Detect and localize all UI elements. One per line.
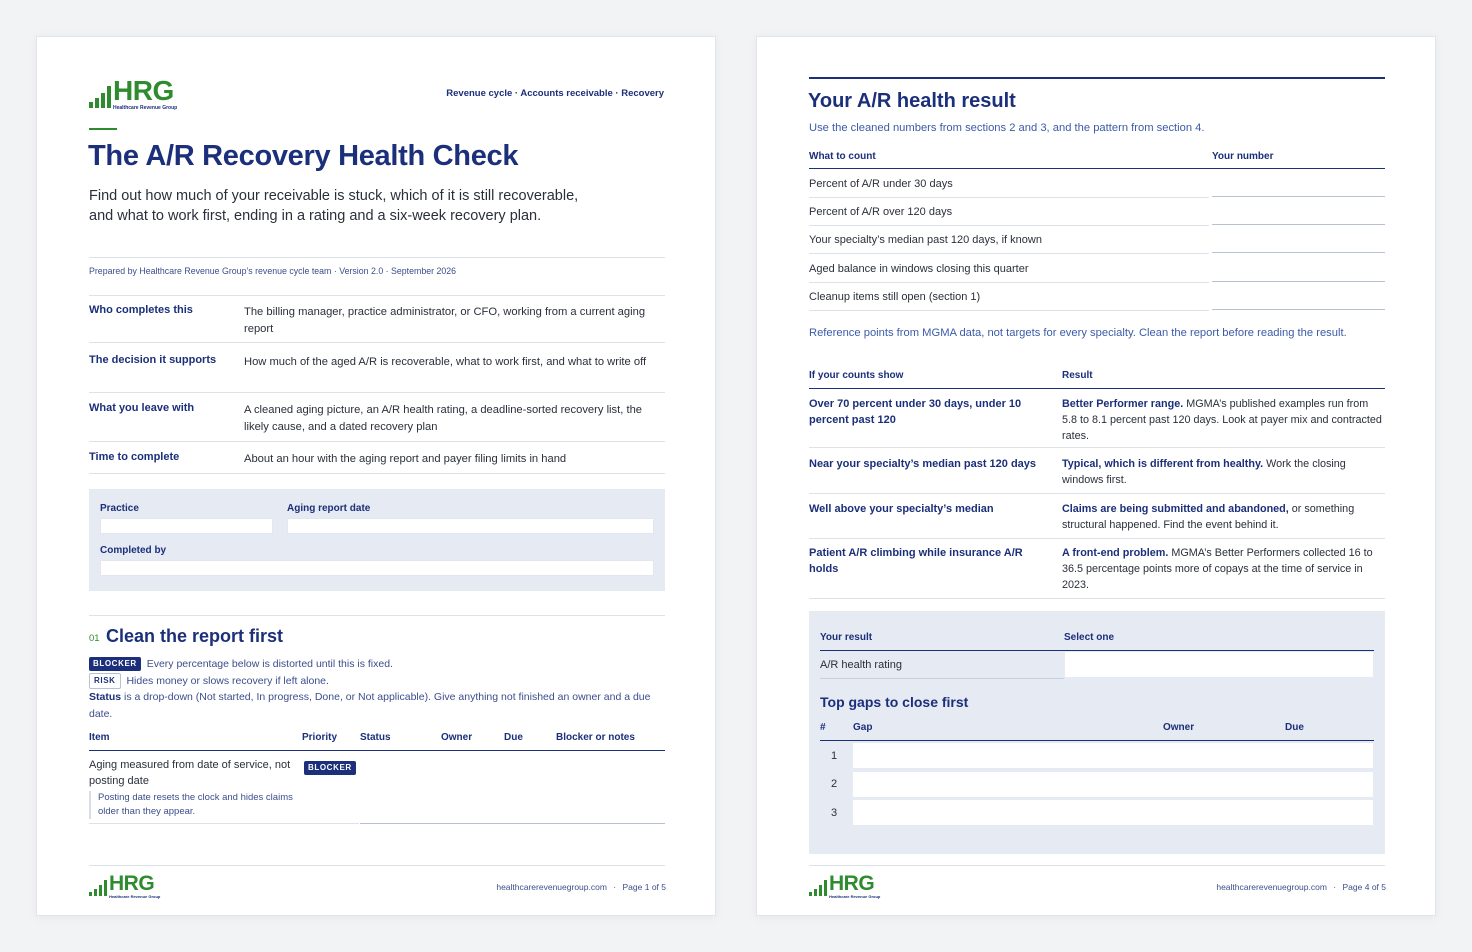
page-subtitle: Use the cleaned numbers from sections 2 and 3, and the pattern from section 4. [809,122,1205,134]
result-bold: A front-end problem. [1062,547,1169,559]
status-instructions [89,689,669,723]
count-row-input[interactable] [1212,199,1385,225]
info-row [89,304,665,353]
status-bold-label: Status [89,691,122,703]
page-title: The A/R Recovery Health Check [88,140,519,172]
col-header-item: Item [89,732,110,743]
section-number: 01 [89,633,100,644]
result-condition: Well above your specialty’s median [809,503,994,515]
gap-row-input[interactable] [852,742,1374,769]
select-one-label: Select one [1064,632,1115,643]
count-row-input[interactable] [1212,171,1385,197]
footer-url: healthcarerevenuegroup.com [1216,882,1327,892]
result-bold: Better Performer range. [1062,398,1184,410]
footer-logo-wordmark: HRG [109,872,155,895]
info-row-label: What you leave with [89,402,195,414]
practice-label: Practice [100,503,139,514]
info-row-value: About an hour with the aging report and payer filing limits in hand [244,453,567,465]
rating-label: A/R health rating [820,659,902,671]
footer-page-number: Page 1 of 5 [622,882,666,892]
info-row-label: The decision it supports [89,354,217,366]
priority-blocker-badge: BLOCKER [304,761,356,775]
page-title: Your A/R health result [808,90,1016,112]
info-row-label: Who completes this [89,304,193,316]
footer-page-number: Page 4 of 5 [1342,882,1386,892]
info-row [89,451,665,471]
result-box [809,611,1385,854]
section-title: Clean the report first [106,626,284,646]
info-row [89,402,665,442]
footer-url: healthcarerevenuegroup.com [496,882,607,892]
footer-logo [89,873,160,899]
result-detail: or something structural happened. Find the event behind it. [1062,503,1355,531]
prepared-by-meta: Prepared by Healthcare Revenue Group’s revenue cycle team · Version 2.0 · September 2026 [89,266,457,276]
your-result-label: Your result [820,632,873,643]
col-header-owner: Owner [441,732,473,743]
reference-note: Reference points from MGMA data, not targets for every specialty. Clean the report before reading the result. [809,327,1347,339]
risk-badge: RISK [89,673,121,689]
col-header-priority: Priority [302,732,338,743]
info-row-label: Time to complete [89,451,180,463]
document-page-4 [756,36,1436,916]
header-tagline: Revenue cycle · Accounts receivable · Recovery [446,88,664,99]
practice-input[interactable] [100,518,273,534]
status-instructions-text: is a drop-down (Not started, In progress, Done, or Not applicable). Give anything not finished an owner and a due date. [89,691,651,720]
info-table [89,304,665,353]
gap-row-input[interactable] [852,799,1374,826]
logo-subtitle: Healthcare Revenue Group [113,105,178,111]
checklist-item-text: Aging measured from date of service, not posting date [89,759,291,787]
result-condition: Over 70 percent under 30 days, under 10 percent past 120 [809,398,1022,426]
logo-bars-icon [809,880,827,896]
result-detail: MGMA’s published examples run from 5.8 to 8.1 percent past 120 days. Look at payer mix and contracted rates. [1062,398,1382,442]
count-row-label: Your specialty’s median past 120 days, if known [809,234,1042,246]
count-row-label: Aged balance in windows closing this quarter [809,263,1029,275]
risk-legend [89,673,329,689]
result-condition: Patient A/R climbing while insurance A/R holds [809,547,1023,575]
gap-number: 1 [831,750,838,762]
checklist-row-inputs[interactable] [360,757,665,823]
checklist-priority [304,759,356,777]
blocker-legend-text: Every percentage below is distorted until this is fixed. [146,657,393,670]
col-header-notes: Blocker or notes [556,732,635,743]
completed-by-input[interactable] [100,560,654,576]
practice-form [89,489,665,591]
document-page-1 [36,36,716,916]
gaps-title: Top gaps to close first [820,694,969,710]
result-text [1062,396,1385,444]
gap-col-number: # [820,722,826,733]
count-row-input[interactable] [1212,284,1385,310]
risk-legend-text: Hides money or slows recovery if left alone. [126,674,329,687]
info-row-value: How much of the aged A/R is recoverable, what to work first, and what to write off [244,356,647,368]
gap-number: 3 [831,807,838,819]
gap-col-gap: Gap [853,722,873,733]
col-header-your-number: Your number [1212,151,1274,162]
info-row [89,354,665,394]
gap-col-owner: Owner [1163,722,1195,733]
count-row-label: Percent of A/R over 120 days [809,206,953,218]
col-header-what-to-count: What to count [809,151,876,162]
brand-logo [89,77,177,111]
footer-logo [809,873,880,899]
aging-report-date-label: Aging report date [287,503,371,514]
blocker-badge: BLOCKER [89,657,141,671]
aging-report-date-input[interactable] [287,518,654,534]
col-header-result: Result [1062,370,1093,381]
result-detail: MGMA’s Better Performers collected 16 to 36.5 percentage points more of copays at the time of service in 2023. [1062,547,1373,591]
logo-bars-icon [89,86,111,108]
result-condition: Near your specialty’s median past 120 days [809,458,1037,470]
checklist-item-note: Posting date resets the clock and hides claims older than they appear. [89,791,299,819]
count-row-input[interactable] [1212,227,1385,253]
gap-number: 2 [831,778,838,790]
blocker-legend [89,657,393,671]
footer-logo-subtitle: Healthcare Revenue Group [109,894,161,899]
count-row-input[interactable] [1212,256,1385,282]
result-text [1062,456,1385,488]
col-header-if-counts-show: If your counts show [809,370,904,381]
accent-bar [89,128,117,130]
info-row-value: The billing manager, practice administrator, or CFO, working from a current aging report [244,306,646,335]
footer-logo-wordmark: HRG [829,872,875,895]
result-text [1062,545,1385,593]
result-text [1062,501,1385,533]
intro-paragraph: Find out how much of your receivable is stuck, which of it is still recoverable, and what to work first, ending in a rating and a six-week recovery plan. [89,188,579,224]
info-row-value: A cleaned aging picture, an A/R health rating, a deadline-sorted recovery list, the likely cause, and a dated recovery plan [244,404,643,433]
completed-by-label: Completed by [100,545,167,556]
top-rule [809,77,1385,79]
logo-wordmark: HRG [113,75,174,106]
footer-info: healthcarerevenuegroup.com · Page 4 of 5 [1216,882,1386,892]
gap-col-due: Due [1285,722,1304,733]
result-bold: Typical, which is different from healthy. [1062,458,1264,470]
rating-select[interactable] [1064,651,1374,678]
footer-logo-subtitle: Healthcare Revenue Group [829,894,881,899]
result-detail: Work the closing windows first. [1062,458,1346,486]
count-row-label: Cleanup items still open (section 1) [809,291,981,303]
col-header-due: Due [504,732,523,743]
footer-info: healthcarerevenuegroup.com · Page 1 of 5 [496,882,666,892]
gap-row-input[interactable] [852,771,1374,798]
count-row-label: Percent of A/R under 30 days [809,178,953,190]
col-header-status: Status [360,732,391,743]
logo-bars-icon [89,880,107,896]
result-bold: Claims are being submitted and abandoned, [1062,503,1289,515]
